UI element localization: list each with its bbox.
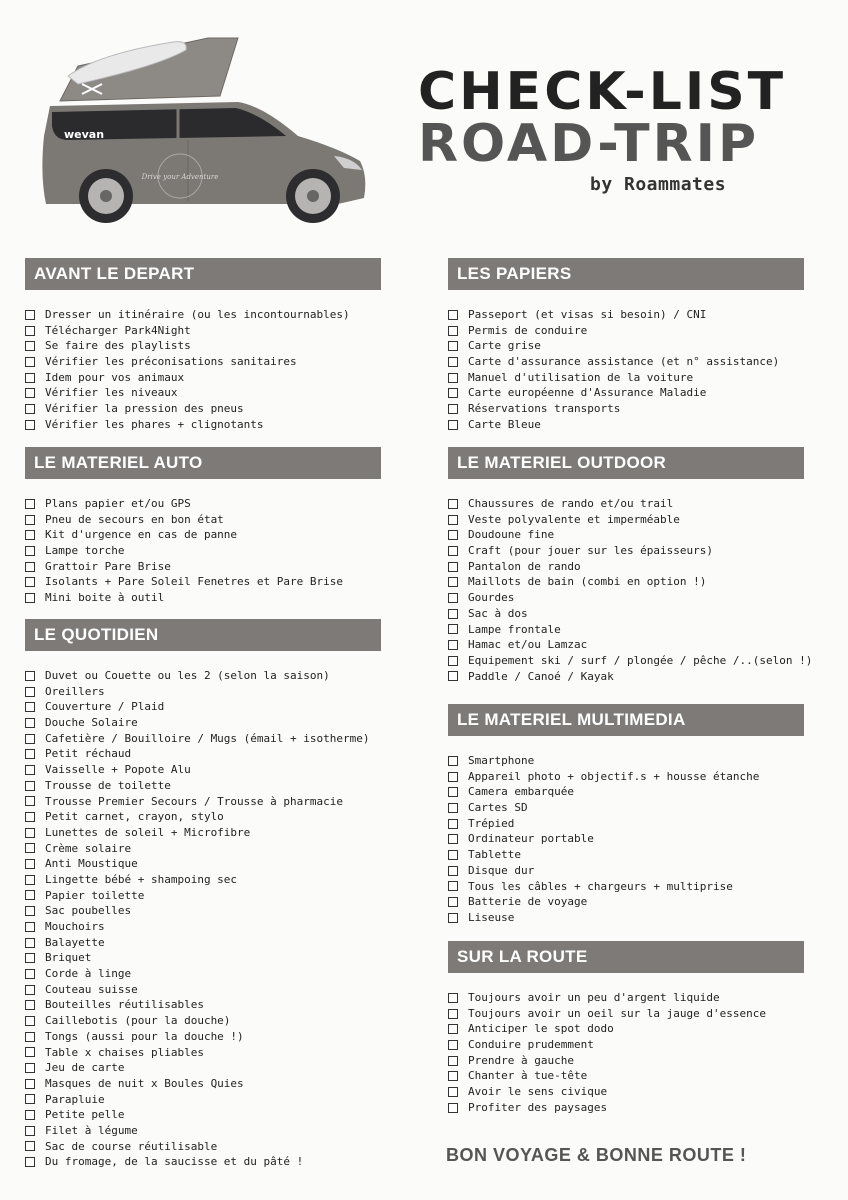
checklist-item [448, 622, 804, 638]
checkbox[interactable] [25, 796, 35, 806]
checklist-item-label: Lampe frontale [468, 622, 561, 636]
checklist-item-label: Se faire des playlists [45, 339, 191, 353]
section-heading: LE MATERIEL AUTO [25, 447, 381, 479]
checklist-item-label: Chanter à tue-tête [468, 1069, 588, 1083]
checklist-item-label: Petite pelle [45, 1108, 125, 1122]
section-materiel-outdoor [448, 447, 813, 684]
section-heading: LE MATERIEL OUTDOOR [448, 447, 804, 479]
checkbox[interactable] [25, 577, 35, 587]
checklist-item-label: Mouchoirs [45, 920, 105, 933]
checklist-item-label: Tongs (aussi pour la douche !) [45, 1029, 244, 1043]
checklist-item [25, 543, 381, 559]
checklist-item-label: Vaisselle + Popote Alu [45, 763, 191, 777]
checklist-item-label: Gourdes [468, 591, 515, 605]
checklist-item [25, 338, 381, 354]
checklist-item-label: Balayette [45, 935, 105, 949]
checklist-item [25, 903, 381, 919]
checklist-item [25, 872, 381, 888]
checklist-item-label: Petit carnet, crayon, stylo [45, 810, 224, 824]
checkbox[interactable] [448, 803, 458, 813]
checklist-item-label: Disque dur [468, 863, 535, 877]
checkbox[interactable] [448, 420, 458, 430]
checkbox[interactable] [25, 1063, 35, 1073]
checkbox[interactable] [448, 310, 458, 320]
checkbox[interactable] [448, 1087, 458, 1097]
checklist-item [25, 762, 381, 778]
checkbox[interactable] [25, 530, 35, 540]
checklist-item [25, 841, 381, 857]
checkbox[interactable] [25, 546, 35, 556]
checkbox[interactable] [25, 843, 35, 853]
checklist-item-label: Douche Solaire [45, 716, 138, 730]
checklist-item [448, 637, 804, 653]
checklist-item [25, 559, 381, 575]
checklist [25, 496, 381, 606]
checklist-item [448, 417, 804, 433]
checkbox[interactable] [25, 969, 35, 979]
checklist [448, 496, 813, 684]
checkbox[interactable] [25, 828, 35, 838]
checkbox[interactable] [25, 499, 35, 509]
checklist-item-label: Tous les câbles + chargeurs + multiprise [468, 879, 733, 893]
checkbox[interactable] [448, 1103, 458, 1113]
checkbox[interactable] [25, 1110, 35, 1120]
checklist-item-label: Trousse Premier Secours / Trousse à pharmacie [45, 794, 344, 808]
checklist-item [25, 1123, 381, 1139]
checklist-item-label: Pneu de secours en bon état [45, 512, 224, 526]
checklist-item-label: Plans papier et/ou GPS [45, 497, 191, 510]
checkbox[interactable] [25, 1047, 35, 1057]
checkbox[interactable] [25, 906, 35, 916]
checklist-item-label: Grattoir Pare Brise [45, 559, 171, 573]
checklist-item-label: Anti Moustique [45, 857, 138, 871]
checklist-item [25, 1076, 381, 1092]
checklist-item-label: Permis de conduire [468, 323, 588, 337]
checklist-item [448, 527, 804, 543]
checklist-item [25, 888, 381, 904]
checklist-item-label: Paddle / Canoé / Kayak [468, 669, 614, 683]
checkbox[interactable] [25, 562, 35, 572]
checkbox[interactable] [448, 499, 458, 509]
checklist-item [448, 784, 804, 800]
checkbox[interactable] [25, 357, 35, 367]
checklist-item [25, 417, 381, 433]
checkbox[interactable] [448, 897, 458, 907]
checklist-item [25, 496, 381, 512]
checklist [448, 307, 804, 433]
checkbox[interactable] [25, 1032, 35, 1042]
checklist-item [448, 323, 804, 339]
checklist-item [25, 1107, 381, 1123]
checklist-item-label: Couverture / Plaid [45, 700, 165, 714]
checkbox[interactable] [448, 593, 458, 603]
checklist-item [25, 794, 381, 810]
checklist-item-label: Filet à légume [45, 1123, 138, 1137]
checklist-item [25, 966, 381, 982]
checklist-item [448, 1068, 804, 1084]
checklist-item [448, 910, 804, 926]
checklist-item-label: Table x chaises pliables [45, 1045, 204, 1059]
checklist-item [448, 1037, 804, 1053]
section-papiers [448, 258, 804, 433]
checkbox[interactable] [25, 765, 35, 775]
checkbox[interactable] [25, 812, 35, 822]
checkbox[interactable] [448, 671, 458, 681]
section-sur-la-route [448, 941, 804, 1116]
checklist-item [448, 894, 804, 910]
van-brand-text: wevan [64, 128, 105, 141]
van-logo-text: Drive your Adventure [141, 173, 219, 181]
checkbox[interactable] [25, 420, 35, 430]
checklist-item [25, 1045, 381, 1061]
checkbox[interactable] [448, 546, 458, 556]
checklist-item [448, 354, 804, 370]
checkbox[interactable] [25, 373, 35, 383]
checklist-item-label: Lingette bébé + shampoing sec [45, 872, 238, 886]
checklist-item-label: Profiter des paysages [468, 1100, 608, 1114]
checklist-item-label: Corde à linge [45, 967, 132, 981]
checklist-item [448, 863, 804, 879]
section-heading: SUR LA ROUTE [448, 941, 804, 973]
checklist [448, 753, 804, 926]
checklist-item-label: Carte Bleue [468, 417, 541, 431]
checkbox[interactable] [25, 1157, 35, 1167]
checklist-item-label: Mini boite à outil [45, 591, 165, 605]
checkbox[interactable] [25, 734, 35, 744]
checklist-item-label: Chaussures de rando et/ou trail [468, 497, 674, 510]
checklist-item-label: Briquet [45, 951, 92, 965]
checkbox[interactable] [448, 373, 458, 383]
checklist-item [448, 990, 804, 1006]
checkbox[interactable] [448, 819, 458, 829]
checklist-item [25, 385, 381, 401]
checkbox[interactable] [25, 341, 35, 351]
checklist-item [448, 653, 813, 669]
checkbox[interactable] [448, 834, 458, 844]
section-heading: LE MATERIEL MULTIMEDIA [448, 704, 804, 736]
checklist-item-label: Doudoune fine [468, 528, 555, 542]
checklist-item-label: Sac à dos [468, 606, 528, 620]
checkbox[interactable] [448, 1040, 458, 1050]
checklist-item-label: Manuel d'utilisation de la voiture [468, 370, 694, 384]
checkbox[interactable] [25, 1141, 35, 1151]
checklist-item-label: Télécharger Park4Night [45, 323, 191, 337]
checklist-item [448, 1006, 804, 1022]
checklist-item-label: Bouteilles réutilisables [45, 998, 204, 1012]
campervan-illustration [38, 36, 368, 226]
checklist-item-label: Ordinateur portable [468, 832, 594, 846]
checklist-item [448, 574, 804, 590]
checklist-item [448, 307, 804, 323]
checkbox[interactable] [448, 913, 458, 923]
checklist-item [25, 323, 381, 339]
checklist-item [25, 715, 381, 731]
checkbox[interactable] [448, 357, 458, 367]
checkbox[interactable] [25, 1000, 35, 1010]
checklist-item-label: Anticiper le spot dodo [468, 1022, 614, 1036]
checkbox[interactable] [25, 404, 35, 414]
checkbox[interactable] [25, 1016, 35, 1026]
section-avant-le-depart [25, 258, 381, 433]
section-heading: LE QUOTIDIEN [25, 619, 381, 651]
checklist [448, 990, 804, 1116]
checklist-item-label: Appareil photo + objectif.s + housse étanche [468, 769, 760, 783]
checklist-item-label: Vérifier les niveaux [45, 386, 178, 400]
checkbox[interactable] [448, 850, 458, 860]
checkbox[interactable] [448, 609, 458, 619]
checklist-item-label: Passeport (et visas si besoin) / CNI [468, 308, 707, 321]
checkbox[interactable] [448, 624, 458, 634]
checkbox[interactable] [25, 326, 35, 336]
checkbox[interactable] [448, 656, 458, 666]
checklist-item-label: Liseuse [468, 910, 515, 924]
checklist-item-label: Carte grise [468, 339, 541, 353]
checklist-item-label: Petit réchaud [45, 747, 132, 761]
checklist-item [25, 307, 381, 323]
checklist-item [25, 370, 381, 386]
checklist-item-label: Veste polyvalente et imperméable [468, 512, 680, 526]
checklist-item-label: Conduire prudemment [468, 1038, 594, 1052]
checklist-item [448, 338, 804, 354]
checklist-item-label: Carte européenne d'Assurance Maladie [468, 386, 707, 400]
checklist-item [25, 778, 381, 794]
checkbox[interactable] [25, 985, 35, 995]
checklist-item [448, 800, 804, 816]
checkbox[interactable] [448, 787, 458, 797]
checklist-item [448, 669, 804, 685]
checkbox[interactable] [448, 562, 458, 572]
checklist-item [25, 1060, 381, 1076]
checklist-item [25, 997, 381, 1013]
checklist-item [448, 847, 804, 863]
checklist [25, 307, 381, 433]
checklist-item-label: Duvet ou Couette ou les 2 (selon la saison) [45, 669, 330, 682]
checklist-item [448, 590, 804, 606]
checklist-item-label: Pantalon de rando [468, 559, 581, 573]
checkbox[interactable] [448, 1024, 458, 1034]
checkbox[interactable] [25, 593, 35, 603]
checkbox[interactable] [448, 881, 458, 891]
checklist-item-label: Carte d'assurance assistance (et n° assistance) [468, 355, 780, 369]
checklist-item [448, 1100, 804, 1116]
checklist-item [25, 401, 381, 417]
checklist-item-label: Batterie de voyage [468, 895, 588, 909]
checklist-item-label: Du fromage, de la saucisse et du pâté ! [45, 1155, 304, 1169]
checklist-item [25, 825, 381, 841]
checkbox[interactable] [448, 341, 458, 351]
checklist [25, 668, 381, 1170]
checklist-item [25, 950, 381, 966]
byline: by Roammates [590, 174, 727, 195]
checklist-item-label: Tablette [468, 848, 521, 862]
section-quotidien [25, 619, 381, 1170]
checklist-item [25, 809, 381, 825]
checklist-item [448, 816, 804, 832]
checklist-item-label: Lampe torche [45, 544, 125, 558]
checkbox[interactable] [448, 577, 458, 587]
checklist-item-label: Trépied [468, 816, 515, 830]
checklist-item [25, 590, 381, 606]
checklist-item-label: Idem pour vos animaux [45, 370, 185, 384]
checklist-item-label: Craft (pour jouer sur les épaisseurs) [468, 544, 714, 558]
checklist-item-label: Trousse de toilette [45, 778, 171, 792]
checkbox[interactable] [25, 687, 35, 697]
checkbox[interactable] [25, 749, 35, 759]
checklist-item [25, 1139, 381, 1155]
title-line-1: CHECK-LIST [418, 62, 787, 122]
checkbox[interactable] [25, 1094, 35, 1104]
checklist-item [25, 856, 381, 872]
checklist-item [448, 370, 804, 386]
checkbox[interactable] [448, 530, 458, 540]
checklist-item-label: Smartphone [468, 754, 535, 767]
checkbox[interactable] [448, 1009, 458, 1019]
checklist-item-label: Cafetière / Bouilloire / Mugs (émail + isotherme) [45, 731, 370, 745]
checklist-item-label: Couteau suisse [45, 982, 138, 996]
checkbox[interactable] [25, 781, 35, 791]
checkbox[interactable] [448, 772, 458, 782]
checklist-item-label: Jeu de carte [45, 1061, 125, 1075]
checklist-item [25, 731, 381, 747]
section-heading: LES PAPIERS [448, 258, 804, 290]
checklist-item [448, 1084, 804, 1100]
checkbox[interactable] [25, 1079, 35, 1089]
checklist-item [25, 512, 381, 528]
checklist-item [448, 401, 804, 417]
checklist-item [25, 699, 381, 715]
checklist-item [448, 543, 804, 559]
checklist-item [25, 668, 381, 684]
checklist-item-label: Prendre à gauche [468, 1053, 574, 1067]
closing-message: BON VOYAGE & BONNE ROUTE ! [446, 1145, 747, 1165]
section-materiel-multimedia [448, 704, 804, 926]
checklist-item [448, 879, 804, 895]
checklist-item [25, 982, 381, 998]
checklist-item-label: Papier toilette [45, 888, 145, 902]
checklist-item [448, 1021, 804, 1037]
checkbox[interactable] [25, 310, 35, 320]
checklist-item-label: Sac poubelles [45, 904, 132, 918]
checklist-item [25, 574, 381, 590]
checkbox[interactable] [448, 1056, 458, 1066]
checkbox[interactable] [25, 922, 35, 932]
checkbox[interactable] [25, 938, 35, 948]
checklist-item [448, 831, 804, 847]
checkbox[interactable] [25, 702, 35, 712]
checklist-item-label: Parapluie [45, 1092, 105, 1106]
checklist-item-label: Dresser un itinéraire (ou les incontournables) [45, 308, 350, 321]
checkbox[interactable] [448, 993, 458, 1003]
checklist-item-label: Hamac et/ou Lamzac [468, 638, 588, 652]
checklist-item [25, 919, 381, 935]
title-line-2: ROAD-TRIP [418, 114, 760, 174]
checkbox[interactable] [448, 640, 458, 650]
checklist-item-label: Sac de course réutilisable [45, 1139, 218, 1153]
checkbox[interactable] [448, 326, 458, 336]
checklist-item [448, 1053, 804, 1069]
checklist-item-label: Vérifier les phares + clignotants [45, 417, 264, 431]
checklist-item-label: Oreillers [45, 684, 105, 698]
checklist-item [25, 1092, 381, 1108]
checklist-item [25, 354, 381, 370]
section-heading: AVANT LE DEPART [25, 258, 381, 290]
checkbox[interactable] [25, 671, 35, 681]
checklist-item [448, 496, 804, 512]
checklist-item-label: Crème solaire [45, 841, 132, 855]
checklist-item [448, 512, 804, 528]
checkbox[interactable] [448, 388, 458, 398]
checklist-item [25, 1013, 381, 1029]
section-materiel-auto [25, 447, 381, 606]
checklist-item-label: Masques de nuit x Boules Quies [45, 1076, 244, 1090]
checkbox[interactable] [25, 1126, 35, 1136]
checklist-item-label: Lunettes de soleil + Microfibre [45, 825, 251, 839]
checkbox[interactable] [25, 718, 35, 728]
checkbox[interactable] [25, 859, 35, 869]
checklist-item [25, 1154, 381, 1170]
checklist-item-label: Toujours avoir un peu d'argent liquide [468, 991, 720, 1004]
checkbox[interactable] [448, 1071, 458, 1081]
checklist-item-label: Maillots de bain (combi en option !) [468, 575, 707, 589]
checklist-item [448, 559, 804, 575]
checklist-item-label: Equipement ski / surf / plongée / pêche /..(selon !) [468, 653, 813, 667]
checkbox[interactable] [25, 875, 35, 885]
checklist-item [448, 606, 804, 622]
checklist-item [25, 684, 381, 700]
checklist-item-label: Caillebotis (pour la douche) [45, 1014, 231, 1028]
checklist-item [448, 753, 804, 769]
checklist-item-label: Réservations transports [468, 402, 621, 416]
checkbox[interactable] [448, 866, 458, 876]
checklist-item-label: Kit d'urgence en cas de panne [45, 528, 238, 542]
checklist-item-label: Vérifier la pression des pneus [45, 402, 244, 416]
checklist-item-label: Cartes SD [468, 801, 528, 815]
checklist-item [25, 746, 381, 762]
checklist-item-label: Isolants + Pare Soleil Fenetres et Pare Brise [45, 575, 344, 589]
checklist-item [25, 527, 381, 543]
checkbox[interactable] [448, 756, 458, 766]
checklist-item-label: Vérifier les préconisations sanitaires [45, 355, 297, 369]
checkbox[interactable] [25, 388, 35, 398]
checklist-item-label: Camera embarquée [468, 785, 574, 799]
checkbox[interactable] [448, 515, 458, 525]
checklist-item [25, 935, 381, 951]
checklist-item [25, 1029, 381, 1045]
checkbox[interactable] [25, 515, 35, 525]
checklist-item [448, 769, 804, 785]
checklist-item-label: Toujours avoir un oeil sur la jauge d'essence [468, 1006, 767, 1020]
checklist-item [448, 385, 804, 401]
checkbox[interactable] [448, 404, 458, 414]
checkbox[interactable] [25, 890, 35, 900]
checkbox[interactable] [25, 953, 35, 963]
checklist-item-label: Avoir le sens civique [468, 1085, 608, 1099]
